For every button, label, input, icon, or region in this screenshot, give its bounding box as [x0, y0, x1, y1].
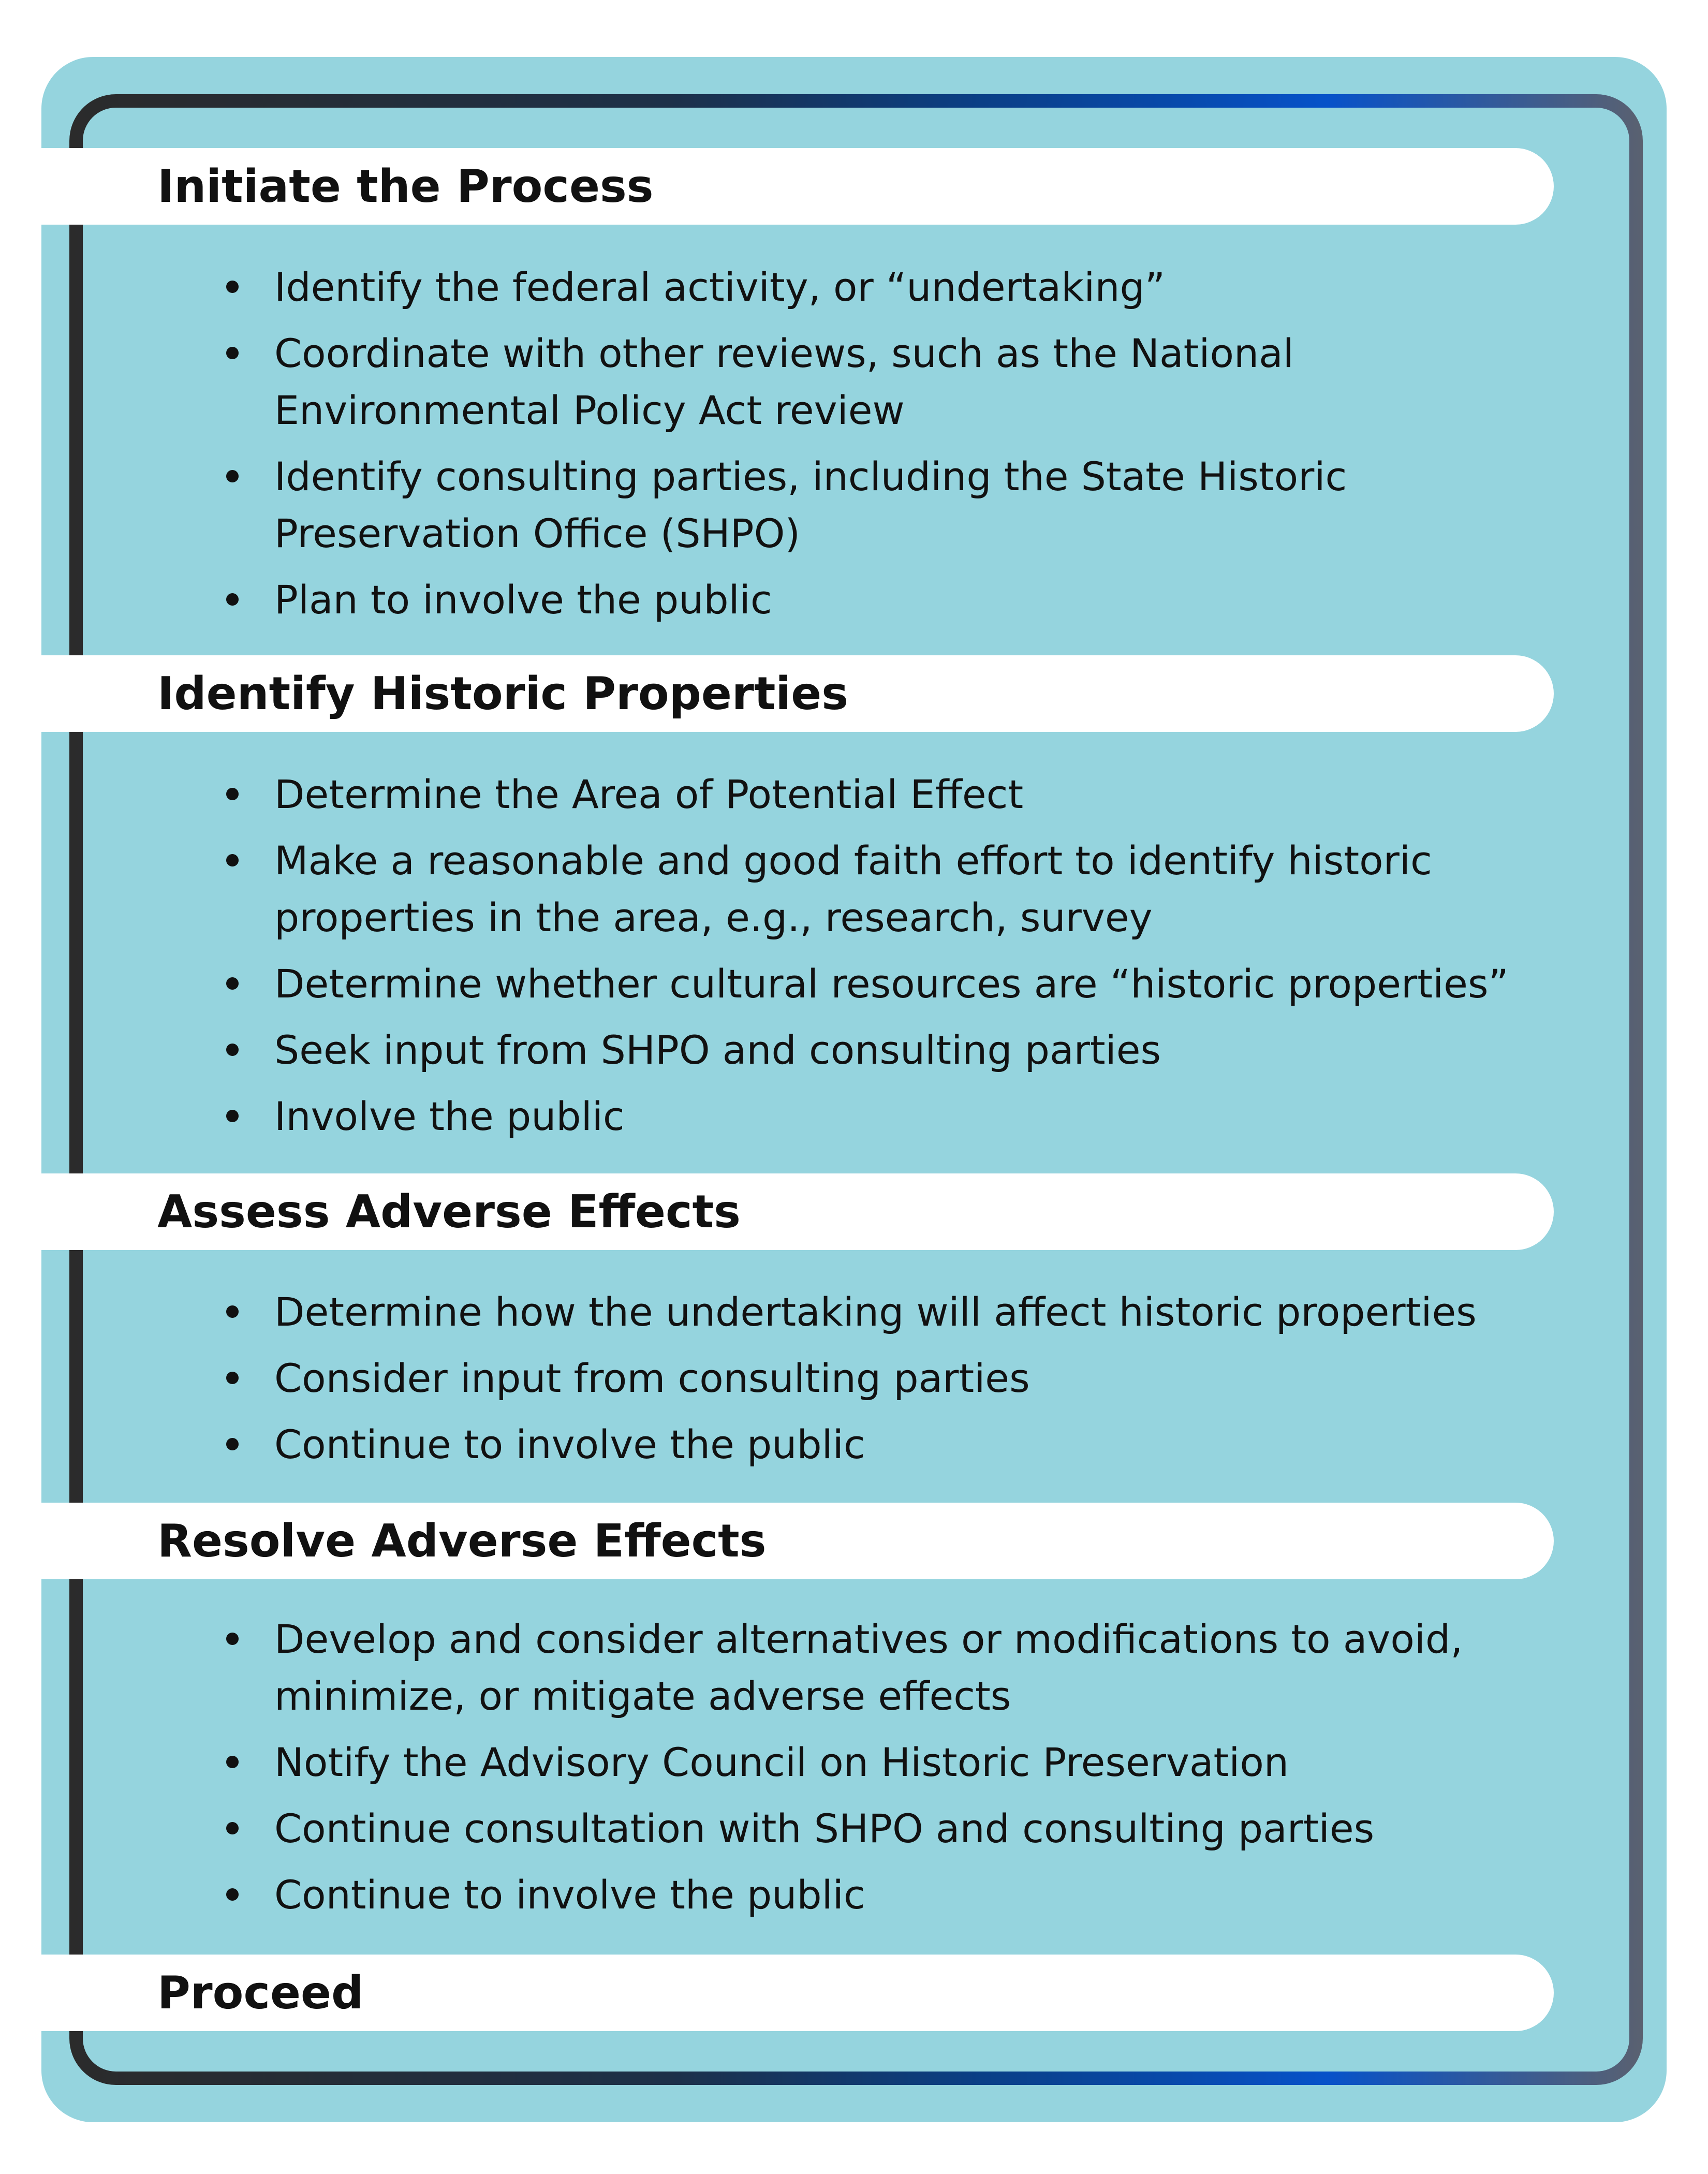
section-header-proceed [41, 1955, 1554, 2031]
section-title: Resolve Adverse Effects [157, 1515, 767, 1567]
list-item-text: Seek input from SHPO and consulting parties [274, 1027, 1161, 1073]
section-title: Assess Adverse Effects [157, 1185, 741, 1238]
bullet-icon [226, 347, 239, 359]
list-item [220, 832, 1669, 946]
list-item-text: Develop and consider alternatives or modifications to avoid, minimize, or mitigate adverse effects [274, 1616, 1463, 1719]
bullet-icon [226, 977, 239, 990]
list-item-text: Determine whether cultural resources are “historic properties” [274, 961, 1509, 1007]
section-header-assess [41, 1173, 1554, 1250]
bullet-icon [226, 1110, 239, 1122]
section-header-initiate [41, 148, 1554, 225]
list-item [220, 448, 1669, 562]
list-item [220, 1416, 1669, 1473]
section-list-assess [220, 1284, 1555, 1482]
list-item-text: Consider input from consulting parties [274, 1355, 1030, 1401]
section-header-identify [41, 655, 1554, 732]
list-item [220, 325, 1669, 439]
bullet-icon [226, 1822, 239, 1834]
bullet-icon [226, 1044, 239, 1056]
list-item [220, 1867, 1669, 1923]
list-item [220, 766, 1669, 823]
list-item [220, 1022, 1669, 1079]
section-title: Proceed [157, 1966, 364, 2019]
section-header-resolve [41, 1503, 1554, 1579]
list-item-text: Continue consultation with SHPO and consulting parties [274, 1805, 1375, 1852]
bullet-icon [226, 1305, 239, 1318]
bullet-icon [226, 1633, 239, 1645]
section-title: Initiate the Process [157, 160, 654, 213]
bullet-icon [226, 1756, 239, 1768]
section-list-identify [220, 766, 1555, 1154]
bullet-icon [226, 854, 239, 866]
list-item-text: Notify the Advisory Council on Historic Preservation [274, 1739, 1289, 1785]
bullet-icon [226, 1438, 239, 1450]
bullet-icon [226, 788, 239, 800]
list-item [220, 571, 1669, 628]
list-item [220, 956, 1669, 1012]
list-item-text: Continue to involve the public [274, 1872, 865, 1918]
list-item [220, 1611, 1669, 1725]
list-item [220, 1284, 1669, 1341]
list-item [220, 1800, 1669, 1857]
list-item-text: Identify consulting parties, including the State Historic Preservation Office (SHPO) [274, 453, 1347, 556]
list-item [220, 1734, 1669, 1791]
list-item-text: Coordinate with other reviews, such as the National Environmental Policy Act review [274, 330, 1294, 433]
list-item-text: Involve the public [274, 1093, 625, 1139]
list-item-text: Continue to involve the public [274, 1421, 865, 1467]
section-list-resolve [220, 1611, 1555, 1933]
list-item-text: Plan to involve the public [274, 577, 772, 623]
list-item-text: Determine how the undertaking will affect historic properties [274, 1289, 1477, 1335]
list-item-text: Identify the federal activity, or “undertaking” [274, 264, 1166, 310]
bullet-icon [226, 1372, 239, 1384]
bullet-icon [226, 281, 239, 293]
bullet-icon [226, 470, 239, 482]
list-item [220, 1350, 1669, 1407]
bullet-icon [226, 593, 239, 606]
list-item [220, 259, 1669, 316]
section-title: Identify Historic Properties [157, 667, 849, 720]
list-item [220, 1088, 1669, 1145]
bullet-icon [226, 1888, 239, 1901]
list-item-text: Determine the Area of Potential Effect [274, 771, 1024, 817]
list-item-text: Make a reasonable and good faith effort to identify historic properties in the area, e.g., research, survey [274, 838, 1432, 941]
section-list-initiate [220, 259, 1555, 638]
